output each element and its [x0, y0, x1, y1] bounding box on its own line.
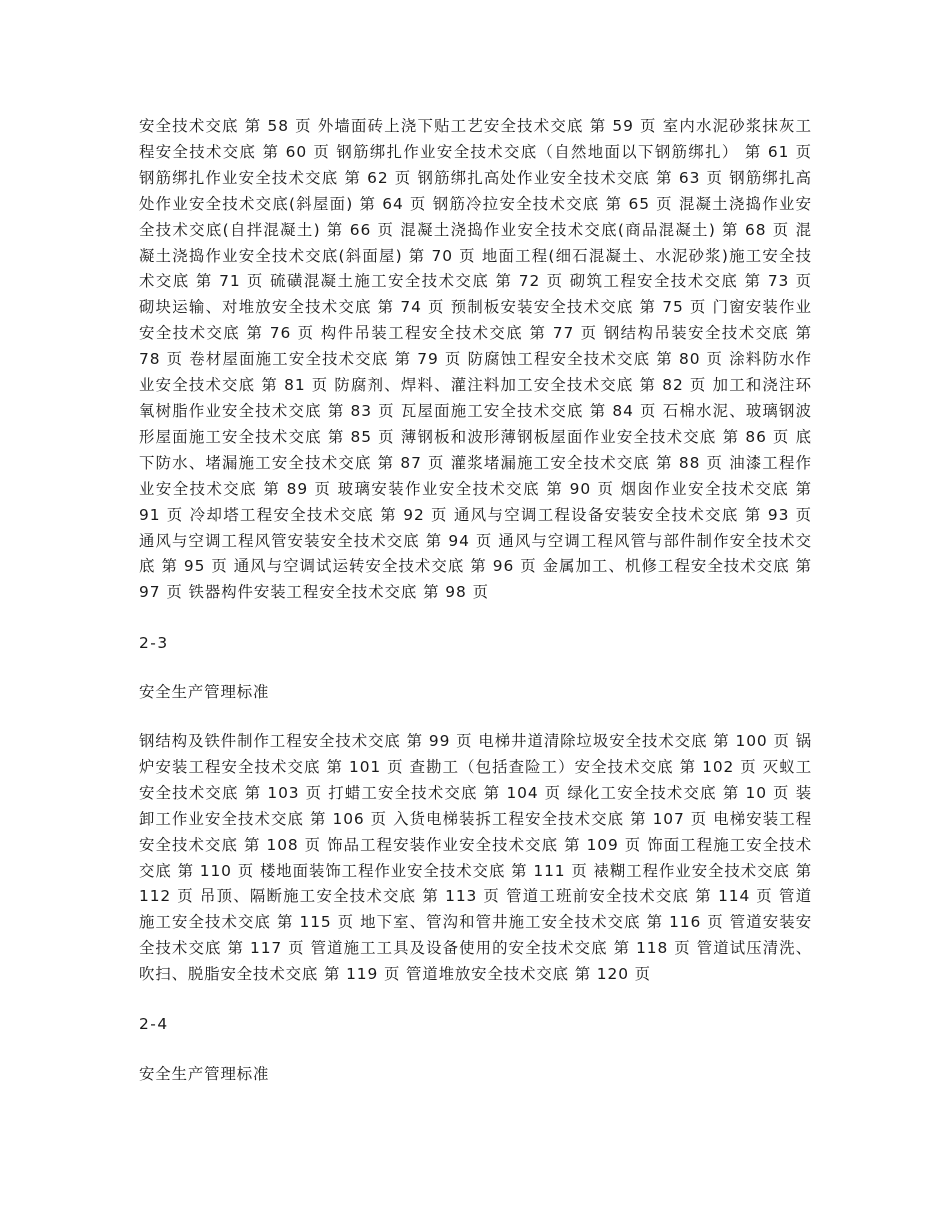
page-number: 2-4 [139, 1015, 169, 1034]
section-heading: 安全生产管理标准 [139, 1065, 270, 1083]
page-number: 2-3 [139, 634, 169, 653]
body-paragraph: 安全技术交底 第 58 页 外墙面砖上浇下贴工艺安全技术交底 第 59 页 室内水泥砂浆抹灰工程安全技术交底 第 60 页 钢筋绑扎作业安全技术交底（自然地面以下钢筋绑扎） 第 61 页 钢筋绑扎作业安全技术交底 第 62 页 钢筋绑扎高处作业安全技术交底 第 63 页 钢筋绑扎高处作业安全技术交底(斜屋面) 第 64 页 钢筋冷拉安全技术交底 第 65 页 混凝土浇捣作业安全技术交底(自拌混凝土) 第 66 页 混凝土浇捣作业安全技术交底(商品混凝土) 第 68 页 混凝土浇捣作业安全技术交底(斜面屋) 第 70 页 地面工程(细石混凝土、水泥砂浆)施工安全技术交底 第 71 页 硫磺混凝土施工安全技术交底 第 72 页 砌筑工程安全技术交底 第 73 页 砌块运输、对堆放安全技术交底 第 74 页 预制板安装安全技术交底 第 75 页 门窗安装作业安全技术交底 第 76 页 构件吊装工程安全技术交底 第 77 页 钢结构吊装安全技术交底 第 78 页 卷材屋面施工安全技术交底 第 79 页 防腐蚀工程安全技术交底 第 80 页 涂料防水作业安全技术交底 第 81 页 防腐剂、焊料、灌注料加工安全技术交底 第 82 页 加工和浇注环氧树脂作业安全技术交底 第 83 页 瓦屋面施工安全技术交底 第 84 页 石棉水泥、玻璃钢波形屋面施工安全技术交底 第 85 页 薄钢板和波形薄钢板屋面作业安全技术交底 第 86 页 底下防水、堵漏施工安全技术交底 第 87 页 灌浆堵漏施工安全技术交底 第 88 页 油漆工程作业安全技术交底 第 89 页 玻璃安装作业安全技术交底 第 90 页 烟囱作业安全技术交底 第 91 页 冷却塔工程安全技术交底 第 92 页 通风与空调工程设备安装安全技术交底 第 93 页 通风与空调工程风管安装安全技术交底 第 94 页 通风与空调工程风管与部件制作安全技术交底 第 95 页 通风与空调试运转安全技术交底 第 96 页 金属加工、机修工程安全技术交底 第 97 页 铁器构件安装工程安全技术交底 第 98 页 [139, 117, 812, 602]
document-page [139, 114, 812, 1088]
section-heading: 安全生产管理标准 [139, 683, 270, 702]
body-paragraph: 钢结构及铁件制作工程安全技术交底 第 99 页 电梯井道清除垃圾安全技术交底 第 100 页 锅炉安装工程安全技术交底 第 101 页 查勘工（包括查险工）安全技术交底 第 102 页 灭蚁工安全技术交底 第 103 页 打蜡工安全技术交底 第 104 页 绿化工安全技术交底 第 10 页 装卸工作业安全技术交底 第 106 页 入货电梯装拆工程安全技术交底 第 107 页 电梯安装工程安全技术交底 第 108 页 饰品工程安装作业安全技术交底 第 109 页 饰面工程施工安全技术交底 第 110 页 楼地面装饰工程作业安全技术交底 第 111 页 裱糊工程作业安全技术交底 第 112 页 吊顶、隔断施工安全技术交底 第 113 页 管道工班前安全技术交底 第 114 页 管道施工安全技术交底 第 115 页 地下室、管沟和管井施工安全技术交底 第 116 页 管道安装安全技术交底 第 117 页 管道施工工具及设备使用的安全技术交底 第 118 页 管道试压清洗、吹扫、脱脂安全技术交底 第 119 页 管道堆放安全技术交底 第 120 页 [139, 732, 812, 984]
